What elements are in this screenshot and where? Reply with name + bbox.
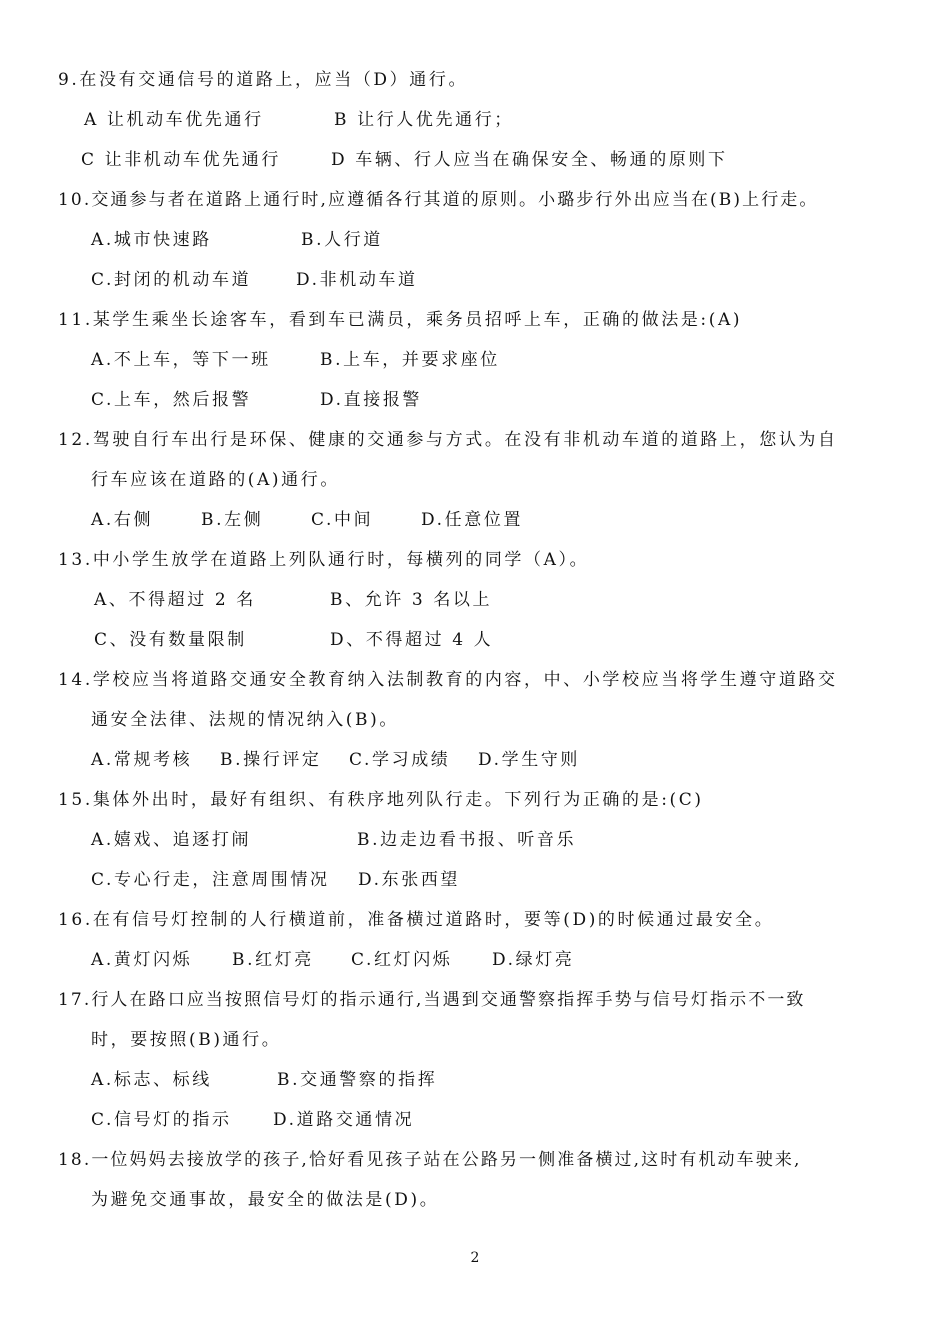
option: B.红灯亮 bbox=[232, 950, 314, 970]
question-17: 17.行人在路口应当按照信号灯的指示通行,当遇到交通警察指挥手势与信号灯指示不一致 bbox=[58, 990, 806, 1010]
options-row bbox=[91, 748, 580, 772]
question-17-continued: 时，要按照(B)通行。 bbox=[91, 1030, 282, 1050]
option: B.交通警察的指挥 bbox=[277, 1070, 438, 1090]
option: C.红灯闪烁 bbox=[351, 950, 453, 970]
option: D.绿灯亮 bbox=[492, 950, 575, 970]
option: C、没有数量限制 bbox=[94, 630, 247, 650]
options-row bbox=[91, 828, 576, 852]
option: B.人行道 bbox=[301, 230, 383, 250]
options-row bbox=[91, 508, 523, 532]
question-12-continued: 行车应该在道路的(A)通行。 bbox=[91, 470, 340, 490]
options-row bbox=[91, 948, 574, 972]
question-14-continued: 通安全法律、法规的情况纳入(B)。 bbox=[91, 710, 399, 730]
option: A.常规考核 bbox=[91, 750, 193, 770]
option: D.直接报警 bbox=[320, 390, 423, 410]
option: D.东张西望 bbox=[358, 870, 461, 890]
option: D、不得超过 4 人 bbox=[330, 630, 494, 650]
option: A.嬉戏、追逐打闹 bbox=[91, 830, 252, 850]
option: A.城市快速路 bbox=[91, 230, 212, 250]
option: A.标志、标线 bbox=[91, 1070, 212, 1090]
option: B.操行评定 bbox=[220, 750, 322, 770]
question-10: 10.交通参与者在道路上通行时,应遵循各行其道的原则。小璐步行外出应当在(B)上行走。 bbox=[58, 190, 819, 210]
options-row bbox=[91, 388, 422, 412]
page-number: 2 bbox=[470, 1250, 480, 1266]
option: C.中间 bbox=[311, 510, 374, 530]
question-9: 9.在没有交通信号的道路上，应当（D）通行。 bbox=[58, 70, 469, 90]
options-row bbox=[94, 628, 493, 652]
option: D.道路交通情况 bbox=[273, 1110, 415, 1130]
option: D.学生守则 bbox=[478, 750, 581, 770]
question-18: 18.一位妈妈去接放学的孩子,恰好看见孩子站在公路另一侧准备横过,这时有机动车驶来, bbox=[58, 1150, 802, 1170]
option: C.封闭的机动车道 bbox=[91, 270, 252, 290]
option: C.上车，然后报警 bbox=[91, 390, 252, 410]
option: B、允许 3 名以上 bbox=[330, 590, 493, 610]
options-row bbox=[91, 1068, 437, 1092]
options-row bbox=[91, 268, 418, 292]
question-11: 11.某学生乘坐长途客车，看到车已满员，乘务员招呼上车，正确的做法是:(A) bbox=[58, 310, 743, 330]
option: B.边走边看书报、听音乐 bbox=[357, 830, 577, 850]
option: A、不得超过 2 名 bbox=[94, 590, 256, 610]
question-12: 12.驾驶自行车出行是环保、健康的交通参与方式。在没有非机动车道的道路上，您认为自 bbox=[58, 430, 838, 450]
options-row bbox=[91, 1108, 414, 1132]
option: B.上车，并要求座位 bbox=[320, 350, 500, 370]
options-row bbox=[84, 108, 514, 132]
options-row bbox=[91, 228, 383, 252]
option: D.任意位置 bbox=[421, 510, 524, 530]
question-16: 16.在有信号灯控制的人行横道前，准备横过道路时，要等(D)的时候通过最安全。 bbox=[58, 910, 775, 930]
option: A.不上车，等下一班 bbox=[91, 350, 271, 370]
option: B.左侧 bbox=[201, 510, 264, 530]
options-row bbox=[91, 868, 460, 892]
question-15: 15.集体外出时，最好有组织、有秩序地列队行走。下列行为正确的是:(C) bbox=[58, 790, 704, 810]
options-row bbox=[81, 148, 728, 172]
option: A.黄灯闪烁 bbox=[91, 950, 193, 970]
option: D.非机动车道 bbox=[296, 270, 418, 290]
option: D 车辆、行人应当在确保安全、畅通的原则下 bbox=[331, 150, 728, 170]
question-14: 14.学校应当将道路交通安全教育纳入法制教育的内容，中、小学校应当将学生遵守道路交 bbox=[58, 670, 838, 690]
question-18-continued: 为避免交通事故，最安全的做法是(D)。 bbox=[91, 1190, 440, 1210]
option: C.信号灯的指示 bbox=[91, 1110, 232, 1130]
option: C 让非机动车优先通行 bbox=[81, 150, 282, 170]
option: C.专心行走，注意周围情况 bbox=[91, 870, 330, 890]
option: B 让行人优先通行； bbox=[334, 110, 514, 130]
options-row bbox=[91, 348, 500, 372]
option: A 让机动车优先通行 bbox=[84, 110, 264, 130]
question-13: 13.中小学生放学在道路上列队通行时，每横列的同学（A）。 bbox=[58, 550, 590, 570]
options-row bbox=[94, 588, 492, 612]
option: C.学习成绩 bbox=[349, 750, 451, 770]
option: A.右侧 bbox=[91, 510, 154, 530]
